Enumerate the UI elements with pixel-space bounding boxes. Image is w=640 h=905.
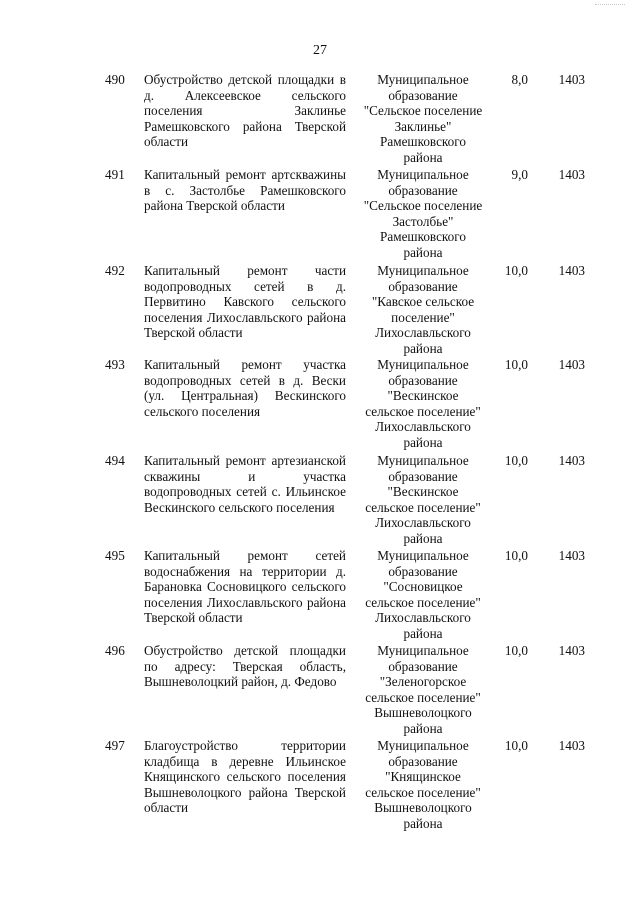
page-number: 27 — [313, 43, 327, 58]
project-title: Капитальный ремонт артезианской скважины и участка водопроводных сетей с. Ильинское Вескинского сельского поселения — [144, 453, 346, 515]
amount-value: 10,0 — [504, 548, 528, 563]
project-title: Обустройство детской площадки в д. Алексеевское сельского поселения Заклинье Рамешковского района Тверской области — [144, 72, 346, 150]
project-title: Благоустройство территории кладбища в деревне Ильинское Княщинского сельского поселения Вышневолоцкого района Тверской области — [144, 738, 346, 816]
row-number: 491 — [105, 167, 125, 182]
budget-code: 1403 — [558, 643, 585, 658]
amount-value: 10,0 — [504, 453, 528, 468]
recipient-municipality: Муниципальное образование "Кавское сельское поселение" Лихославльского района — [371, 263, 475, 356]
row-number: 495 — [105, 548, 125, 563]
budget-code: 1403 — [558, 548, 585, 563]
row-number: 490 — [105, 72, 125, 87]
project-title: Обустройство детской площадки по адресу: Тверская область, Вышневолоцкий район, д. Федово — [144, 643, 346, 690]
row-number: 494 — [105, 453, 125, 468]
amount-value: 9,0 — [511, 167, 528, 182]
row-number: 492 — [105, 263, 125, 278]
budget-code: 1403 — [558, 167, 585, 182]
project-title: Капитальный ремонт участка водопроводных сетей в д. Вески (ул. Центральная) Вескинского сельского поселения — [144, 357, 346, 419]
amount-value: 10,0 — [504, 357, 528, 372]
recipient-municipality: Муниципальное образование "Сельское поселение Заклинье" Рамешковского района — [363, 72, 483, 165]
budget-code: 1403 — [558, 738, 585, 753]
budget-code: 1403 — [558, 453, 585, 468]
row-number: 497 — [105, 738, 125, 753]
budget-code: 1403 — [558, 72, 585, 87]
project-title: Капитальный ремонт артскважины в с. Застолбье Рамешковского района Тверской области — [144, 167, 346, 214]
recipient-municipality: Муниципальное образование "Сельское поселение Застолбье" Рамешковского района — [363, 167, 483, 260]
amount-value: 10,0 — [504, 263, 528, 278]
amount-value: 8,0 — [511, 72, 528, 87]
row-number: 493 — [105, 357, 125, 372]
project-title: Капитальный ремонт сетей водоснабжения на территории д. Барановка Сосновицкого сельского поселения Лихославльского района Тверской области — [144, 548, 346, 626]
recipient-municipality: Муниципальное образование "Вескинское сельское поселение" Лихославльского района — [365, 453, 481, 546]
recipient-municipality: Муниципальное образование "Зеленогорское сельское поселение" Вышневолоцкого района — [365, 643, 481, 736]
recipient-municipality: Муниципальное образование "Вескинское сельское поселение" Лихославльского района — [365, 357, 481, 450]
amount-value: 10,0 — [504, 738, 528, 753]
budget-code: 1403 — [558, 357, 585, 372]
amount-value: 10,0 — [504, 643, 528, 658]
recipient-municipality: Муниципальное образование "Сосновицкое сельское поселение" Лихославльского района — [365, 548, 481, 641]
budget-code: 1403 — [558, 263, 585, 278]
project-title: Капитальный ремонт части водопроводных сетей в д. Первитино Кавского сельского поселения Лихославльского района Тверской области — [144, 263, 346, 341]
scan-artifact — [595, 4, 625, 6]
row-number: 496 — [105, 643, 125, 658]
recipient-municipality: Муниципальное образование "Княщинское сельское поселение" Вышневолоцкого района — [365, 738, 481, 831]
